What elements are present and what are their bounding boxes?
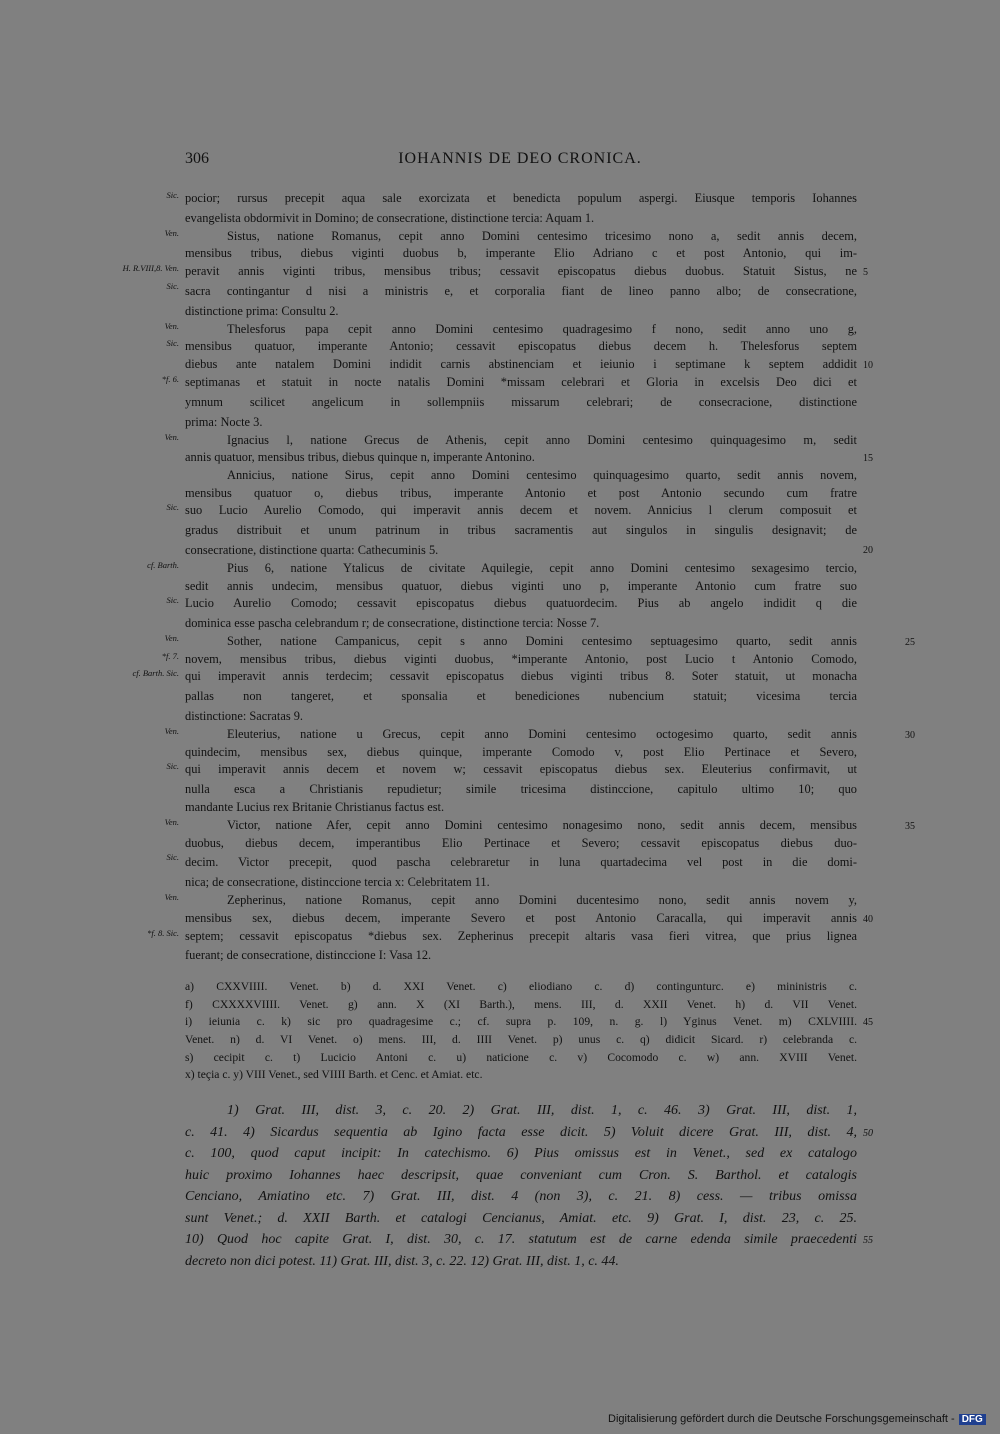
line-number: 55 (863, 1235, 873, 1246)
body-line (185, 245, 857, 263)
body-line (161, 373, 857, 392)
line-text: mensibus sex, diebus decem, imperante Severo et post Antonio Caracalla, qui imperavit annis (185, 910, 857, 925)
line-text: pallas non tangeret, et sponsalia et benediciones nubencium statuit; vicesima tercia (185, 689, 857, 704)
body-line (185, 706, 857, 726)
body-line (185, 835, 857, 853)
line-text: Annicius, natione Sirus, cepit anno Domini centesimo quinquagesimo quarto, sedit annis novem, (227, 467, 857, 482)
line-number: 25 (905, 637, 915, 648)
line-text: 1) Grat. III, dist. 3, c. 20. 2) Grat. III, dist. 1, c. 46. 3) Grat. III, dist. 1, (227, 1103, 857, 1118)
line-text: gradus distribuit et unum patrinum in tribus sacramentis aut singulos in singulis designavit; de (185, 522, 857, 537)
line-text: sacra contingantur d nisi a ministris e, et corporalia fiant de lineo panno albo; de consecratione, (185, 283, 857, 298)
line-text: ymnum scilicet angelicum in sollempniis missarum celebrari; de consecracione, distinctione (185, 394, 857, 409)
line-text: mensibus tribus, diebus viginti duobus b, imperante Elio Adriano c et post Antonio, qui im- (185, 246, 857, 261)
body-line (185, 449, 873, 467)
funding-credit-text: Digitalisierung gefördert durch die Deutsche Forschungsgemeinschaft - (608, 1413, 955, 1425)
body-line (185, 540, 873, 560)
body-line (166, 595, 857, 613)
line-number: 10 (863, 360, 873, 372)
line-text: evangelista obdormivit in Domino; de consecratione, distinctione tercia: Aquam 1. (185, 210, 595, 225)
line-number: 5 (863, 267, 868, 279)
line-text: qui imperavit annis decem et novem w; cessavit episcopatus diebus sex. Eleuterius confirmavit, ut (185, 762, 857, 777)
line-text: f) CXXXXVIIII. Venet. g) ann. X (XI Barth.), mens. III, d. XXII Venet. h) d. VII Venet. (185, 997, 857, 1011)
line-text: Victor, natione Afer, cepit anno Domini centesimo nonagesimo nono, sedit annis decem, mensibus (227, 817, 857, 832)
line-text: suo Lucio Aurelio Comodo, qui imperavit annis decem et novem. Annicius l clerum composuit et (185, 503, 857, 518)
margin-source-siglum: Ven. (164, 227, 179, 238)
variant-notes-line (185, 1013, 873, 1031)
line-text: septimanas et statuit in nocte natalis Domini *missam celebrari et Gloria in excelsis Deo dici et (185, 374, 857, 389)
margin-source-siglum: *f. 6. (161, 373, 179, 384)
line-text: pocior; rursus precepit aqua sale exorcizata et benedicta populum aspergi. Eiusque temporis Iohannes (185, 191, 857, 205)
body-line (185, 799, 857, 817)
body-line (185, 744, 857, 762)
body-line (185, 779, 857, 799)
line-text: Ignacius l, natione Grecus de Athenis, cepit anno Domini centesimo quinquagesimo m, sedit (227, 432, 857, 447)
body-line (185, 910, 873, 928)
variant-notes-line (185, 996, 857, 1014)
body-line (132, 668, 857, 686)
line-text: duobus, diebus decem, imperantibus Elio Pertinace et Severo; cessavit episcopatus diebus duo- (185, 835, 857, 850)
margin-source-siglum: Sic. (166, 338, 179, 349)
line-text: c. 100, quod caput incipit: In catechismo. 6) Pius omissus est in Venet., sed ex catalogo (185, 1146, 857, 1161)
variant-notes-line (185, 1049, 857, 1067)
line-text: Sother, natione Campanicus, cepit s anno Domini centesimo septuagesimo quarto, sedit annis (227, 634, 857, 648)
body-line (147, 559, 857, 578)
line-text: distinctione prima: Consultu 2. (185, 303, 339, 318)
line-text: Pius 6, natione Ytalicus de civitate Aquilegie, cepit anno Domini centesimo sexagesimo tercio, (227, 560, 857, 575)
margin-source-siglum: cf. Barth. (147, 559, 179, 570)
numbered-notes-line (185, 1143, 857, 1165)
line-text: s) cecipit c. t) Lucicio Antoni c. u) naticione c. v) Cocomodo c. w) ann. XVIII Venet. (185, 1050, 857, 1064)
line-text: Zepherinus, natione Romanus, cepit anno Domini ducentesimo nono, sedit annis novem y, (227, 893, 857, 908)
margin-source-siglum: *f. 7. (161, 650, 179, 661)
body-line (185, 467, 857, 485)
line-text: novem, mensibus tribus, diebus viginti duobus, *imperante Antonio, post Lucio t Antonio Comodo, (185, 651, 857, 666)
line-number: 50 (863, 1127, 873, 1139)
margin-source-siglum: Sic. (166, 761, 179, 772)
margin-source-siglum: Ven. (164, 726, 179, 737)
line-text: mensibus quatuor, imperante Antonio; cessavit episcopatus diebus decem h. Thelesforus septem (185, 339, 857, 354)
variant-notes (185, 978, 873, 1084)
body-line (164, 431, 857, 450)
body-line (164, 320, 857, 339)
body-line (161, 650, 857, 669)
margin-source-siglum: Ven. (164, 320, 179, 331)
line-number: 40 (863, 913, 873, 925)
margin-source-siglum: Ven. (164, 633, 179, 643)
body-line (166, 280, 857, 301)
line-text: prima: Nocte 3. (185, 414, 263, 429)
body-line (166, 852, 857, 872)
line-number: 35 (905, 820, 915, 832)
numbered-notes-line (185, 1229, 873, 1251)
line-text: Sistus, natione Romanus, cepit anno Domini centesimo tricesimo nono a, sedit annis decem, (227, 228, 857, 243)
margin-source-siglum: H. R.VIII,8. Ven. (122, 263, 179, 274)
line-text: 10) Quod hoc capite Grat. I, dist. 30, c. 17. statutum est de carne edenda simile praecedenti (185, 1232, 857, 1247)
line-text: mandante Lucius rex Britanie Christianus factus est. (185, 800, 445, 815)
numbered-notes-line (185, 1100, 857, 1122)
body-line (185, 485, 857, 503)
body-line (164, 816, 915, 835)
body-line (122, 263, 868, 281)
numbered-notes-line (185, 1122, 873, 1144)
body-line (166, 338, 857, 356)
line-text: Thelesforus papa cepit anno Domini centesimo quadragesimo f nono, sedit anno uno g, (227, 321, 857, 336)
line-text: distinctione: Sacratas 9. (185, 709, 304, 724)
margin-source-siglum: Ven. (164, 816, 179, 827)
numbered-notes-line (185, 1186, 857, 1208)
line-text: septem; cessavit episcopatus *diebus sex. Zepherinus precepit altaris vasa fieri vitrea, que prius lignea (185, 928, 857, 943)
line-text: a) CXXVIIII. Venet. b) d. XXI Venet. c) eliodiano c. d) contingunturc. e) mininistris c. (185, 980, 857, 993)
line-text: sunt Venet.; d. XXII Barth. et catalogi Cencianus, Amiat. etc. 9) Grat. I, dist. 23, c. 25. (185, 1210, 857, 1226)
margin-source-siglum: Sic. (166, 190, 179, 200)
line-text: quindecim, mensibus sex, diebus quinque, imperante Comodo v, post Elio Pertinace et Severo, (185, 744, 857, 759)
page-number: 306 (185, 150, 209, 167)
body-line (166, 502, 857, 520)
line-text: peravit annis viginti tribus, mensibus tribus; cessavit episcopatus diebus duobus. Statuit Sistus, ne (185, 264, 857, 279)
main-text (122, 190, 915, 965)
page-header (185, 150, 855, 174)
body-line (166, 761, 857, 779)
body-line (185, 686, 857, 706)
numbered-notes-line (185, 1251, 857, 1273)
body-line (185, 412, 857, 432)
line-text: diebus ante natalem Domini indidit carnis abstinenciam et ieiunio i septimane k septem addidit (185, 357, 857, 372)
body-line (185, 613, 857, 633)
body-line (185, 356, 873, 374)
line-text: Cenciano, Amiatino etc. 7) Grat. III, dist. 4 (non 3), c. 21. 8) cess. — tribus omissa (185, 1189, 857, 1204)
margin-source-siglum: cf. Barth. Sic. (132, 668, 179, 679)
line-number: 45 (863, 1017, 873, 1029)
body-line (185, 945, 857, 965)
line-text: qui imperavit annis terdecim; cessavit episcopatus diebus viginti tribus 8. Soter statuit, ut monacha (185, 669, 857, 684)
numbered-notes-line (185, 1208, 857, 1230)
variant-notes-line (185, 978, 857, 996)
funding-credit (608, 1413, 986, 1425)
line-text: huic proximo Iohannes haec descripsit, quae conveniant cum Cron. S. Barthol. et catalogis (185, 1167, 857, 1183)
line-text: Eleuterius, natione u Grecus, cepit anno Domini centesimo octogesimo quarto, sedit annis (227, 727, 857, 742)
margin-source-siglum: Sic. (166, 502, 179, 513)
margin-source-siglum: Sic. (166, 595, 179, 606)
line-text: dominica esse pascha celebrandum r; de consecratione, distinctione tercia: Nosse 7. (185, 616, 600, 630)
line-number: 30 (905, 730, 915, 742)
running-title: IOHANNIS DE DEO CRONICA. (398, 150, 642, 167)
line-text: fuerant; de consecratione, distinccione I: Vasa 12. (185, 948, 432, 963)
line-text: consecratione, distinctione quarta: Cathecuminis 5. (185, 542, 439, 557)
body-line (185, 301, 857, 321)
numbered-notes (185, 1100, 873, 1272)
body-line (164, 726, 915, 744)
line-text: nica; de consecratione, distinccione tercia x: Celebritatem 11. (185, 875, 490, 890)
body-line (164, 633, 915, 651)
body-line (185, 578, 857, 596)
line-text: Lucio Aurelio Comodo; cessavit episcopatus diebus quatuordecim. Pius ab angelo indidit q die (185, 596, 857, 611)
line-text: decreto non dici potest. 11) Grat. III, dist. 3, c. 22. 12) Grat. III, dist. 1, c. 44. (185, 1253, 619, 1269)
body-line (164, 227, 857, 246)
body-line (185, 392, 857, 412)
line-text: Venet. n) d. VI Venet. o) mens. III, d. IIII Venet. p) unus c. q) didicit Sicard. r) celebranda c. (185, 1033, 857, 1047)
line-text: x) teçia c. y) VIII Venet., sed VIIII Barth. et Cenc. et Amiat. etc. (185, 1068, 483, 1082)
body-line (185, 520, 857, 540)
margin-source-siglum: Ven. (164, 892, 179, 903)
line-number: 15 (863, 453, 873, 465)
line-text: i) ieiunia c. k) sic pro quadragesime c.; cf. supra p. 109, n. g. l) Yginus Venet. m) CXLVIIII. (185, 1015, 857, 1029)
body-line (166, 190, 857, 208)
line-text: annis quatuor, mensibus tribus, diebus quinque n, imperante Antonino. (185, 450, 535, 465)
margin-source-siglum: Sic. (166, 280, 179, 291)
line-text: mensibus quatuor o, diebus tribus, imperante Antonio et post Antonio secundo cum fratre (185, 485, 857, 500)
body-line (185, 872, 857, 892)
body-line (164, 892, 857, 910)
body-line (147, 927, 857, 946)
dfg-logo-icon: DFG (959, 1414, 986, 1425)
line-text: c. 41. 4) Sicardus sequentia ab Igino facta esse dicit. 5) Voluit dicere Grat. III, dist. 4, (185, 1124, 857, 1140)
body-line (185, 208, 857, 228)
margin-source-siglum: Sic. (166, 852, 179, 863)
margin-source-siglum: *f. 8. Sic. (147, 927, 179, 938)
variant-notes-line (185, 1031, 857, 1049)
margin-source-siglum: Ven. (164, 431, 179, 442)
line-text: decim. Victor precepit, quod pascha celebraretur in luna quartadecima vel post in die domi- (185, 855, 857, 870)
variant-notes-line (185, 1066, 857, 1084)
line-text: nulla esca a Christianis repudietur; simile tricesima distinccione, capitulo ultimo 10; quo (185, 782, 857, 797)
numbered-notes-line (185, 1165, 857, 1187)
line-text: sedit annis undecim, mensibus quatuor, diebus viginti uno p, imperante Antonio cum fratre suo (185, 578, 857, 593)
line-number: 20 (863, 544, 873, 556)
